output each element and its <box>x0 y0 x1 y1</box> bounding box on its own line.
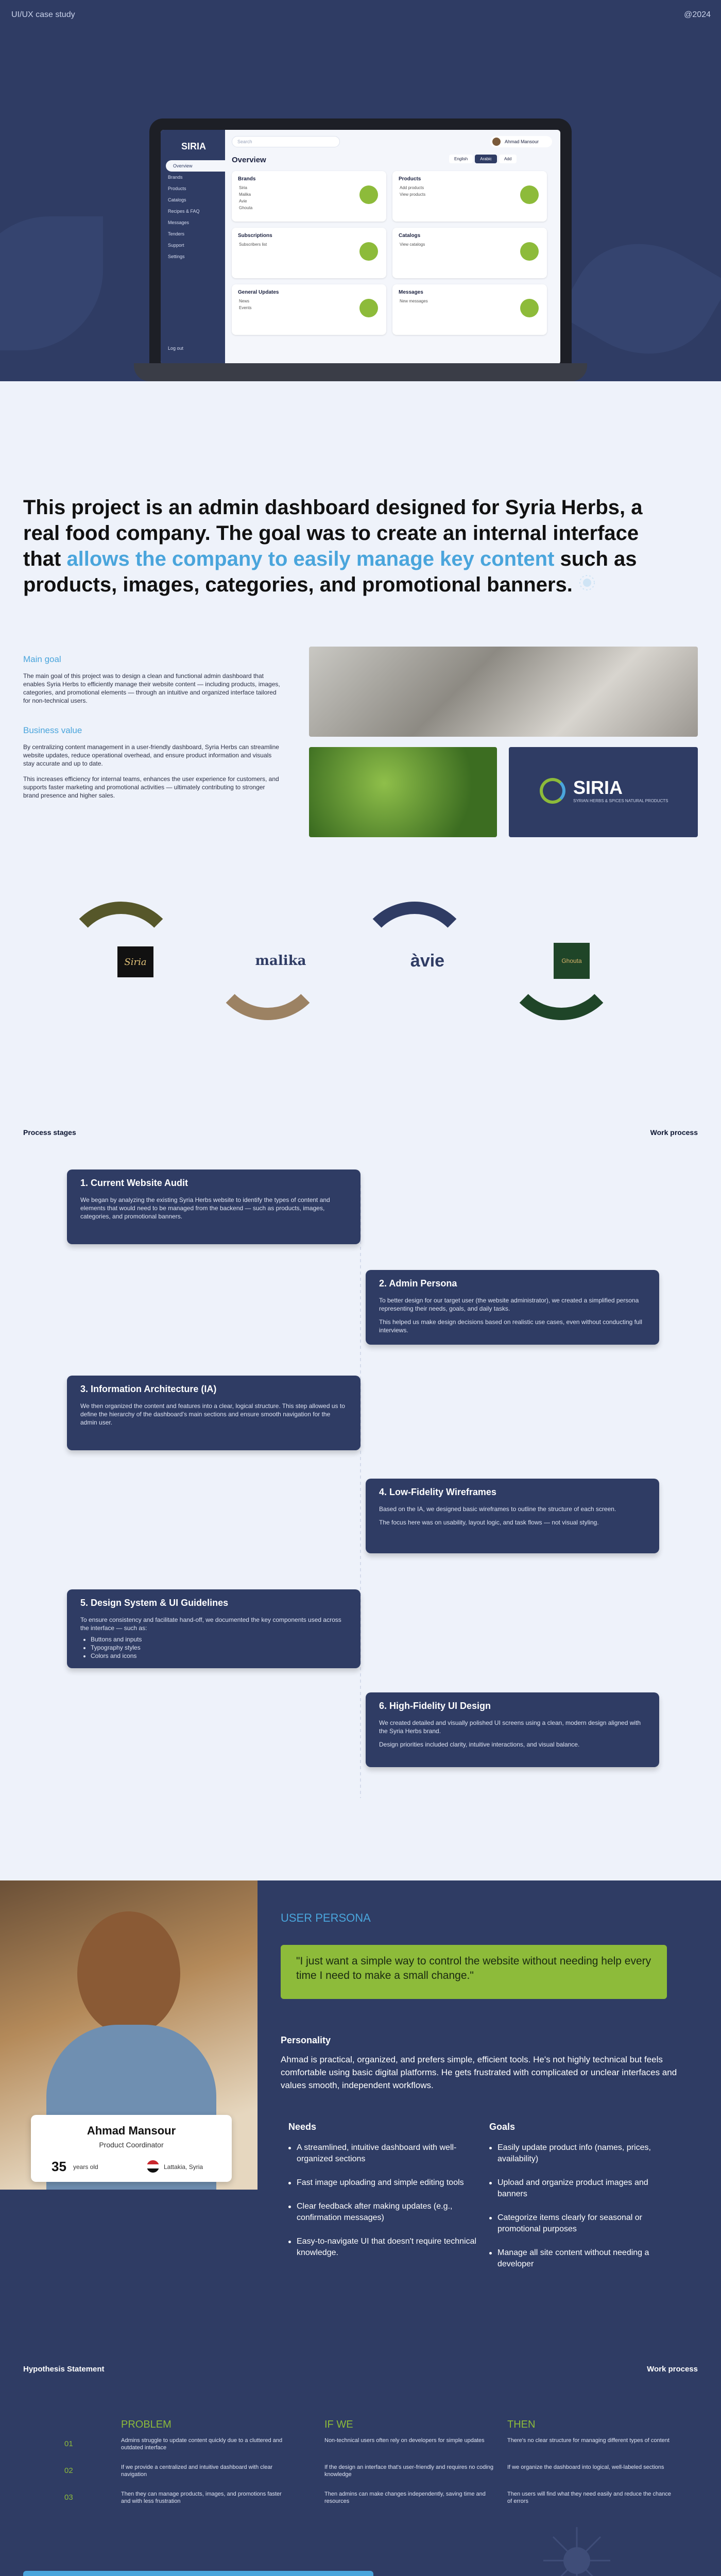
needs-text: Clear feedback after making updates (e.g., confirmation messages) <box>297 2202 453 2222</box>
card-line: Malika <box>239 192 251 197</box>
goal-section <box>23 654 281 800</box>
stage-card <box>67 1589 360 1668</box>
sidebar-item-6[interactable]: Tenders <box>168 231 185 236</box>
persona-age-unit: years old <box>73 2163 98 2171</box>
case-study-tag: UI/UX case study <box>11 10 75 19</box>
stage-title: 2. Admin Persona <box>379 1278 457 1289</box>
intro-part-1: This project is an admin dashboard designed for Syria Herbs, a real food company. The goal was to create an internal interface that <box>23 496 643 570</box>
needs-item <box>288 2142 479 2165</box>
hypothesis-then: There's no clear structure for managing different types of content <box>507 2437 670 2444</box>
persona-name: Ahmad Mansour <box>87 2124 176 2137</box>
sidebar-item-7[interactable]: Support <box>168 243 184 248</box>
stage-text: To better design for our target user (the website administrator), we created a simplified persona representing their needs, goals, and daily tasks. <box>379 1297 639 1312</box>
needs-text: Fast image uploading and simple editing tools <box>297 2178 464 2187</box>
card-title: General Updates <box>238 290 279 295</box>
search-placeholder: Search <box>237 139 252 144</box>
syria-flag-icon <box>147 2160 159 2173</box>
stage-title: 3. Information Architecture (IA) <box>80 1384 217 1394</box>
stage-title: 1. Current Website Audit <box>80 1178 188 1188</box>
card-line: View products <box>400 192 426 197</box>
bullet-dot <box>489 2182 492 2184</box>
logout-button[interactable]: Log out <box>168 346 184 351</box>
laptop-screen <box>161 130 560 364</box>
card-line: Subscribers list <box>239 242 267 247</box>
brand-logo-avie: àvie <box>410 951 445 971</box>
card-title: Brands <box>238 176 256 182</box>
card-line: Avie <box>239 199 247 204</box>
stage-bullet: • Colors and icons <box>91 1652 347 1660</box>
hypothesis-problem: Admins struggle to update content quickly due to a cluttered and outdated interface <box>121 2437 283 2451</box>
siria-logo-sub: SYRIAN HERBS & SPICES NATURAL PRODUCTS <box>573 799 668 803</box>
toggle-arabic[interactable]: Arabic <box>475 155 497 163</box>
intro-headline <box>23 495 651 598</box>
business-value-title: Business value <box>23 725 82 735</box>
card-line: Ghouta <box>239 206 253 210</box>
card-badge-icon <box>520 299 539 317</box>
row-number: 01 <box>64 2439 73 2448</box>
needs-title: Needs <box>288 2122 317 2132</box>
leaf-decoration <box>0 216 103 350</box>
hypothesis-problem: Then they can manage products, images, and promotions faster and with less frustration <box>121 2491 282 2504</box>
personality-text: Ahmad is practical, organized, and prefers simple, efficient tools. He's not highly technical but feels comfortable using basic digital platforms. He gets frustrated with complicated or unclear interfaces and values smooth, independent workflows. <box>281 2055 677 2090</box>
bullet-dot <box>288 2182 291 2184</box>
persona-quote: "I just want a simple way to control the website without needing help every time I need to make a small change." <box>281 1945 667 1999</box>
goals-list <box>489 2142 680 2282</box>
business-photo <box>309 647 698 737</box>
needs-item <box>288 2236 479 2259</box>
stage-title: 6. High-Fidelity UI Design <box>379 1701 491 1711</box>
dashboard-card[interactable] <box>392 284 547 335</box>
stage-text: We created detailed and visually polished UI screens using a clean, modern design aligned with the Syria Herbs brand. <box>379 1719 641 1735</box>
sidebar-item-0[interactable]: Overview <box>166 160 225 172</box>
hypothesis-ifwe: If the design an interface that's user-friendly and requires no coding knowledge <box>324 2464 494 2478</box>
laptop-base <box>134 363 587 381</box>
hypothesis-then: Then users will find what they need easily and reduce the chance of errors <box>507 2491 671 2504</box>
year-tag: @2024 <box>684 10 711 19</box>
bullet-dot <box>489 2252 492 2255</box>
dashboard-card[interactable] <box>232 284 386 335</box>
card-line: Add products <box>400 185 424 190</box>
stage-card <box>67 1170 360 1244</box>
dashboard-sidebar <box>161 130 225 364</box>
bullet-dot <box>489 2147 492 2149</box>
sidebar-item-2[interactable]: Products <box>168 186 186 191</box>
sidebar-logo: SIRIA <box>181 141 207 151</box>
card-title: Catalogs <box>399 233 421 239</box>
sun-decoration <box>541 2524 613 2576</box>
card-line: View catalogs <box>400 242 425 247</box>
siria-logo-mark <box>540 778 565 804</box>
goals-text: Categorize items clearly for seasonal or promotional purposes <box>497 2213 643 2233</box>
goals-text: Easily update product info (names, prices, availability) <box>497 2143 651 2163</box>
stage-card <box>366 1479 659 1553</box>
search-input[interactable] <box>232 136 340 147</box>
stage-text: Design priorities included clarity, intuitive interactions, and visual balance. <box>379 1741 580 1748</box>
brand-panel <box>509 747 698 837</box>
stages-area <box>0 1154 721 1839</box>
row-number: 02 <box>64 2466 73 2475</box>
brands-section <box>0 871 721 1061</box>
sidebar-item-3[interactable]: Catalogs <box>168 197 186 202</box>
bullet-dot <box>288 2147 291 2149</box>
stage-text: To ensure consistency and facilitate hand-off, we documented the key components used across the interface — such as: <box>80 1616 341 1632</box>
card-badge-icon <box>359 299 378 317</box>
card-line: New messages <box>400 299 428 303</box>
persona-section-title: USER PERSONA <box>281 1911 371 1924</box>
intro-highlight: allows the company to easily manage key content <box>66 548 555 570</box>
card-title: Messages <box>399 290 423 295</box>
dashboard-card[interactable] <box>392 228 547 278</box>
hypothesis-then: If we organize the dashboard into logical, well-labeled sections <box>507 2464 664 2470</box>
leaf-decoration <box>557 216 721 381</box>
needs-text: A streamlined, intuitive dashboard with well-organized sections <box>297 2143 457 2163</box>
hypothesis-work-label: Work process <box>647 2365 698 2374</box>
bullet-dot <box>288 2241 291 2243</box>
hypothesis-ifwe: Non-technical users often rely on developers for simple updates <box>324 2437 485 2444</box>
hypothesis-label: Hypothesis Statement <box>23 2365 105 2374</box>
persona-section <box>0 1880 721 2576</box>
main-goal-title: Main goal <box>23 654 61 664</box>
sidebar-nav <box>161 160 225 262</box>
siria-logo-text: SIRIA <box>573 777 623 798</box>
dashboard-card[interactable] <box>232 228 386 278</box>
toggle-add[interactable]: Add <box>499 155 517 163</box>
personality-title: Personality <box>281 2035 331 2045</box>
hero-section <box>0 0 721 381</box>
card-title: Products <box>399 176 421 182</box>
main-goal-text: The main goal of this project was to design a clean and functional admin dashboard that enables Syria Herbs to efficiently manage their website content — including products, images, categories, and promotional elements — through an intuitive and organized interface tailored for non-technical users. <box>23 672 280 704</box>
sidebar-item-4[interactable]: Recipes & FAQ <box>168 209 200 214</box>
col-ifwe: IF WE <box>324 2419 353 2430</box>
row-number: 03 <box>64 2493 73 2502</box>
work-process-label: Work process <box>650 1128 698 1137</box>
page-title: Overview <box>232 156 266 164</box>
stage-text: The focus here was on usability, layout logic, and task flows — not visual styling. <box>379 1519 599 1526</box>
method-note <box>23 2571 373 2576</box>
card-line: News <box>239 299 250 303</box>
card-badge-icon <box>359 185 378 204</box>
persona-location: Lattakia, Syria <box>164 2163 203 2171</box>
hypothesis-ifwe: Then admins can make changes independently, saving time and resources <box>324 2491 486 2504</box>
toolbar-toggle <box>449 155 517 163</box>
brand-logo-siria: Siria <box>117 946 153 977</box>
goals-item <box>489 2212 680 2235</box>
col-problem: PROBLEM <box>121 2419 171 2430</box>
user-chip[interactable] <box>490 136 552 147</box>
goals-item <box>489 2247 680 2270</box>
stage-title: 5. Design System & UI Guidelines <box>80 1598 229 1608</box>
brand-logo-ghouta: Ghouta <box>554 943 590 979</box>
stage-text: Based on the IA, we designed basic wireframes to outline the structure of each screen. <box>379 1505 616 1513</box>
goals-title: Goals <box>489 2122 516 2132</box>
persona-role: Product Coordinator <box>99 2141 164 2149</box>
stage-bullet: • Typography styles <box>91 1643 347 1652</box>
stage-bullets <box>91 1635 347 1660</box>
process-label: Process stages <box>23 1128 76 1137</box>
stage-card <box>366 1270 659 1345</box>
card-line: Events <box>239 306 252 310</box>
needs-item <box>288 2177 479 2189</box>
stage-text: We then organized the content and features into a clear, logical structure. This step allowed us to define the hierarchy of the dashboard's main sections and ensure smooth navigation for the admin user. <box>80 1402 345 1426</box>
needs-item <box>288 2201 479 2224</box>
goals-text: Upload and organize product images and banners <box>497 2178 648 2198</box>
user-name: Ahmad Mansour <box>505 139 539 144</box>
brand-logo-malika: malika <box>255 953 306 969</box>
goals-item <box>489 2177 680 2200</box>
business-value-text-2: This increases efficiency for internal teams, enhances the user experience for customers, and supports faster marketing and promotional activities — ultimately contributing to stronger brand presence and higher sales. <box>23 775 279 799</box>
persona-age: 35 <box>52 2159 66 2174</box>
persona-card <box>31 2115 232 2182</box>
card-badge-icon <box>359 242 378 261</box>
herbs-photo <box>309 747 497 837</box>
dashboard-card[interactable] <box>232 171 386 222</box>
intro-section <box>23 495 651 598</box>
col-then: THEN <box>507 2419 536 2430</box>
sparkle-icon <box>578 574 596 591</box>
stage-title: 4. Low-Fidelity Wireframes <box>379 1487 496 1497</box>
card-title: Subscriptions <box>238 233 272 239</box>
card-line: Siria <box>239 185 248 190</box>
sidebar-item-5[interactable]: Messages <box>168 220 190 225</box>
dashboard-card[interactable] <box>392 171 547 222</box>
goals-item <box>489 2142 680 2165</box>
business-value-text-1: By centralizing content management in a user-friendly dashboard, Syria Herbs can streamline website updates, reduce operational overhead, and ensure product information and visuals stay accurate and up to date. <box>23 743 279 767</box>
intro-part-2: such as products, images, categories, and promotional banners. <box>23 548 637 596</box>
needs-list <box>288 2142 479 2271</box>
stage-text: This helped us make design decisions based on realistic use cases, even without conducting full interviews. <box>379 1318 642 1334</box>
sidebar-item-1[interactable]: Brands <box>168 175 183 180</box>
stage-card <box>67 1376 360 1450</box>
card-badge-icon <box>520 242 539 261</box>
stage-card <box>366 1692 659 1767</box>
hypothesis-problem: If we provide a centralized and intuitive dashboard with clear navigation <box>121 2464 273 2478</box>
avatar <box>492 138 501 146</box>
bullet-dot <box>288 2206 291 2208</box>
toggle-english[interactable]: English <box>449 155 473 163</box>
persona-face <box>77 1911 180 2035</box>
bullet-dot <box>489 2217 492 2219</box>
needs-text: Easy-to-navigate UI that doesn't require technical knowledge. <box>297 2237 477 2257</box>
stage-text: We began by analyzing the existing Syria Herbs website to identify the types of content and elements that would need to be managed from the backend — such as products, images, categories, and promotional banners. <box>80 1196 330 1220</box>
stage-bullet: • Buttons and inputs <box>91 1635 347 1643</box>
sidebar-item-8[interactable]: Settings <box>168 254 185 259</box>
card-badge-icon <box>520 185 539 204</box>
goals-text: Manage all site content without needing a developer <box>497 2248 649 2268</box>
